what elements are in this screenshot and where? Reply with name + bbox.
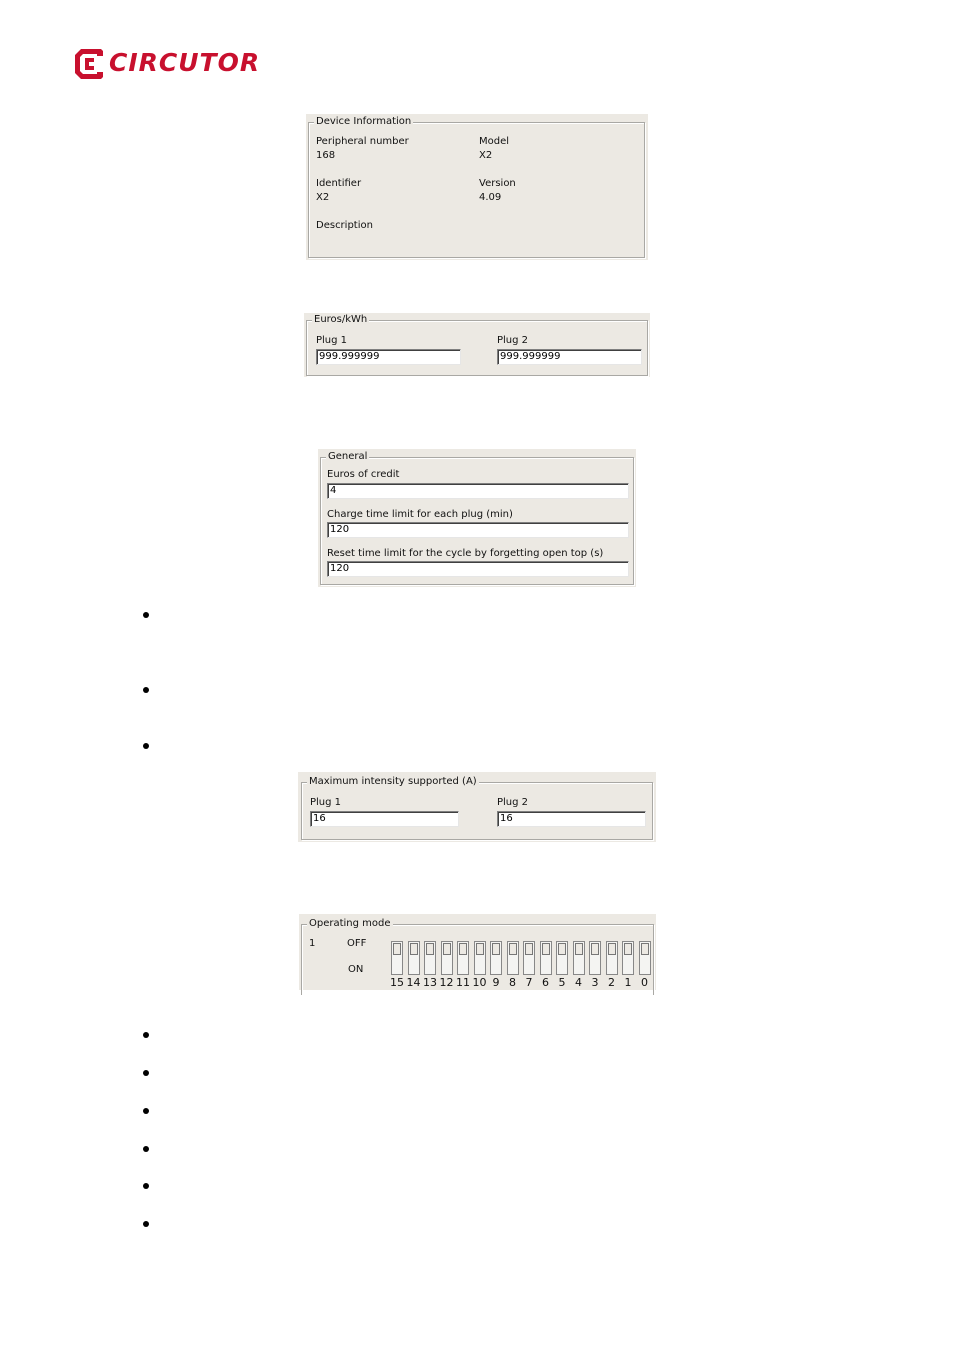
dip-switch-knob (410, 943, 418, 955)
dip-switch-bit-1[interactable] (622, 941, 634, 975)
peripheral-number-label: Peripheral number (316, 136, 409, 147)
operating-mode-legend: Operating mode (309, 918, 391, 929)
circutor-logo (72, 46, 261, 82)
dip-switch-knob (608, 943, 616, 955)
brand-name: CIRCUTOR (109, 48, 261, 77)
dip-switch-bit-15[interactable] (391, 941, 403, 975)
dip-switch-knob (393, 943, 401, 955)
dip-switch-bit-13[interactable] (424, 941, 436, 975)
description-label: Description (316, 220, 373, 231)
dip-switch-bit-3[interactable] (589, 941, 601, 975)
dip-switch-bit-label: 6 (542, 976, 549, 989)
dip-switch-knob (426, 943, 434, 955)
euros-kwh-group (306, 314, 648, 376)
dip-switch-row (302, 915, 653, 995)
reset-time-limit-input[interactable]: 120 (327, 561, 629, 577)
dip-switch-bit-label: 14 (406, 976, 421, 989)
circutor-c-icon (72, 46, 106, 82)
operating-mode-group (301, 918, 654, 995)
dip-switch-knob (476, 943, 484, 955)
charge-time-limit-label: Charge time limit for each plug (min) (327, 509, 513, 520)
device-information-panel (306, 114, 648, 260)
dip-switch-knob (492, 943, 500, 955)
dip-switch-knob (558, 943, 566, 955)
model-label: Model (479, 136, 510, 147)
dip-switch-bit-11[interactable] (457, 941, 469, 975)
max-intensity-plug1-label: Plug 1 (310, 797, 342, 808)
max-intensity-legend: Maximum intensity supported (A) (309, 776, 477, 787)
euros-kwh-plug2-input[interactable]: 999.999999 (497, 349, 642, 365)
dip-switch-bit-label: 0 (641, 976, 648, 989)
dip-switch-knob (542, 943, 550, 955)
device-information-legend: Device Information (316, 116, 412, 127)
euros-kwh-plug1-input[interactable]: 999.999999 (316, 349, 461, 365)
identifier-value: X2 (316, 192, 330, 203)
model-value: X2 (479, 150, 493, 161)
euros-of-credit-label: Euros of credit (327, 469, 400, 480)
max-intensity-panel (298, 772, 656, 842)
device-information-group (308, 116, 645, 258)
dip-switch-bit-14[interactable] (408, 941, 420, 975)
dip-switch-bit-label: 10 (472, 976, 487, 989)
reset-time-limit-label: Reset time limit for the cycle by forgetting open top (s) (327, 548, 604, 559)
version-value: 4.09 (479, 192, 502, 203)
on-label: ON (348, 964, 364, 975)
dip-switch-bit-label: 1 (624, 976, 632, 989)
operating-mode-value: 1 (309, 938, 316, 949)
dip-switch-bit-label: 5 (558, 976, 566, 989)
peripheral-number-value: 168 (316, 150, 336, 161)
dip-switch-knob (459, 943, 467, 955)
bullet-point (143, 1108, 149, 1114)
bullet-point (143, 1221, 149, 1227)
dip-switch-bit-6[interactable] (540, 941, 552, 975)
dip-switch-bit-9[interactable] (490, 941, 502, 975)
off-label: OFF (347, 938, 367, 949)
dip-switch-bit-10[interactable] (474, 941, 486, 975)
euros-of-credit-input[interactable]: 4 (327, 483, 629, 499)
bullet-point (143, 743, 149, 749)
dip-switch-knob (624, 943, 632, 955)
euros-kwh-plug1-label: Plug 1 (316, 335, 348, 346)
general-group (320, 451, 634, 585)
dip-switch-bit-label: 11 (456, 976, 470, 989)
max-intensity-group (301, 776, 653, 840)
dip-switch-bit-4[interactable] (573, 941, 585, 975)
charge-time-limit-input[interactable]: 120 (327, 522, 629, 538)
dip-switch-knob (443, 943, 451, 955)
bullet-point (143, 1146, 149, 1152)
bullet-point (143, 687, 149, 693)
dip-switch-knob (575, 943, 583, 955)
dip-switch-bit-label: 9 (492, 976, 500, 989)
dip-switch-bit-label: 3 (591, 976, 599, 989)
general-panel (318, 449, 636, 587)
bullet-point (143, 1183, 149, 1189)
euros-kwh-panel (304, 313, 650, 377)
dip-switch-knob (641, 943, 649, 955)
dip-switch-bit-8[interactable] (507, 941, 519, 975)
euros-kwh-plug2-label: Plug 2 (497, 335, 529, 346)
dip-switch-bit-2[interactable] (606, 941, 618, 975)
dip-switch-knob (525, 943, 533, 955)
dip-switch-bit-0[interactable] (639, 941, 651, 975)
general-legend: General (328, 451, 368, 462)
dip-switch-bit-5[interactable] (556, 941, 568, 975)
dip-switch-bit-label: 2 (608, 976, 615, 989)
operating-mode-panel (299, 914, 656, 990)
dip-switch-bit-7[interactable] (523, 941, 535, 975)
dip-switch-knob (509, 943, 517, 955)
dip-switch-knob (591, 943, 599, 955)
bullet-point (143, 1070, 149, 1076)
max-intensity-plug2-input[interactable]: 16 (497, 811, 646, 827)
dip-switch-bit-12[interactable] (441, 941, 453, 975)
euros-kwh-legend: Euros/kWh (314, 314, 368, 325)
bullet-point (143, 612, 149, 618)
version-label: Version (479, 178, 516, 189)
identifier-label: Identifier (316, 178, 362, 189)
dip-switch-bit-label: 12 (439, 976, 454, 989)
dip-switch-bit-label: 13 (423, 976, 437, 989)
dip-switch-bit-label: 8 (509, 976, 516, 989)
dip-switch-bit-label: 7 (525, 976, 533, 989)
max-intensity-plug2-label: Plug 2 (497, 797, 529, 808)
bullet-point (143, 1032, 149, 1038)
dip-switch-bit-label: 15 (390, 976, 404, 989)
dip-switch-bit-label: 4 (575, 976, 582, 989)
max-intensity-plug1-input[interactable]: 16 (310, 811, 459, 827)
